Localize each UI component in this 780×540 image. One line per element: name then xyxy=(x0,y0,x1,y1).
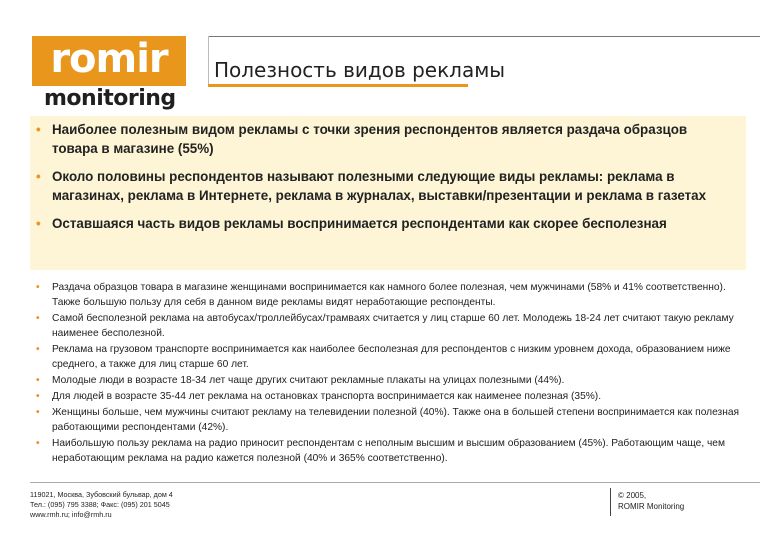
list-item xyxy=(36,280,746,310)
list-item xyxy=(36,167,736,205)
detail-text: Реклама на грузовом транспорте воспринимается как наиболее бесполезная для респондентов с низким уровнем дохода, образованием ниже среднего, а также для лиц старше 60 лет. xyxy=(52,344,731,370)
list-item xyxy=(36,389,746,404)
detail-text: Раздача образцов товара в магазине женщинами воспринимается как намного более полезная, чем мужчинами (58% и 41% соответственно). Также большую пользу для себя в данном виде рекламы видят неработающие респонденты. xyxy=(52,282,726,308)
footer-web[interactable]: www.rmh.ru; info@rmh.ru xyxy=(30,510,112,519)
footer-address: 119021, Москва, Зубовский бульвар, дом 4 xyxy=(30,490,173,499)
bullet-icon: • xyxy=(36,344,40,355)
list-item xyxy=(36,342,746,372)
list-item xyxy=(36,311,746,341)
list-item xyxy=(36,214,736,233)
footer-rule xyxy=(30,482,760,483)
footer-contacts xyxy=(30,490,173,520)
list-item xyxy=(36,405,746,435)
detail-text: Женщины больше, чем мужчины считают рекламу на телевидении полезной (40%). Также она в большей степени воспринимается как полезная работающими респондентами (42%). xyxy=(52,407,740,433)
list-item xyxy=(36,436,746,466)
finding-text: Оставшаяся часть видов рекламы воспринимается респондентами как скорее бесполезная xyxy=(52,216,667,231)
bullet-icon: • xyxy=(36,169,41,184)
finding-text: Наиболее полезным видом рекламы с точки зрения респондентов является раздача образцов товара в магазине (55%) xyxy=(52,122,688,156)
list-item xyxy=(36,373,746,388)
detail-text: Самой бесполезной реклама на автобусах/троллейбусах/трамваях считается у лиц старше 60 лет. Молодежь 18-24 лет считают такую рекламу наименее бесполезной. xyxy=(52,313,734,339)
bullet-icon: • xyxy=(36,407,40,418)
title-underline xyxy=(208,84,468,87)
key-findings-list xyxy=(36,120,736,242)
bullet-icon: • xyxy=(36,438,40,449)
romir-logo xyxy=(32,36,186,86)
bullet-icon: • xyxy=(36,122,41,137)
footer-divider xyxy=(610,488,611,516)
details-list xyxy=(36,280,746,467)
page-title: Полезность видов рекламы xyxy=(214,58,506,82)
footer-copyright xyxy=(618,490,684,512)
logo-brand-text: romir xyxy=(50,36,168,82)
list-item xyxy=(36,120,736,158)
finding-text: Около половины респондентов называют полезными следующие виды рекламы: реклама в магазинах, реклама в Интернете, реклама в журналах, выставки/презентации и реклама в газетах xyxy=(52,169,707,203)
header-rule xyxy=(208,36,760,37)
title-divider xyxy=(208,36,209,86)
bullet-icon: • xyxy=(36,375,40,386)
detail-text: Молодые люди в возрасте 18-34 лет чаще других считают рекламные плакаты на улицах полезными (44%). xyxy=(52,375,565,386)
bullet-icon: • xyxy=(36,282,40,293)
bullet-icon: • xyxy=(36,391,40,402)
detail-text: Наибольшую пользу реклама на радио приносит респондентам с неполным высшим и высшим образованием (45%). Работающим чаще, чем неработающим реклама на радио кажется полезной (40% и 365% соответственно). xyxy=(52,438,725,464)
bullet-icon: • xyxy=(36,313,40,324)
copyright-company: ROMIR Monitoring xyxy=(618,502,685,511)
footer-phone: Тел.: (095) 795 3388; Факс: (095) 201 5045 xyxy=(30,500,170,509)
copyright-year: © 2005, xyxy=(618,491,647,500)
bullet-icon: • xyxy=(36,216,41,231)
detail-text: Для людей в возрасте 35-44 лет реклама на остановках транспорта воспринимается как наименее полезная (35%). xyxy=(52,391,602,402)
logo-subtitle: monitoring xyxy=(44,86,176,111)
